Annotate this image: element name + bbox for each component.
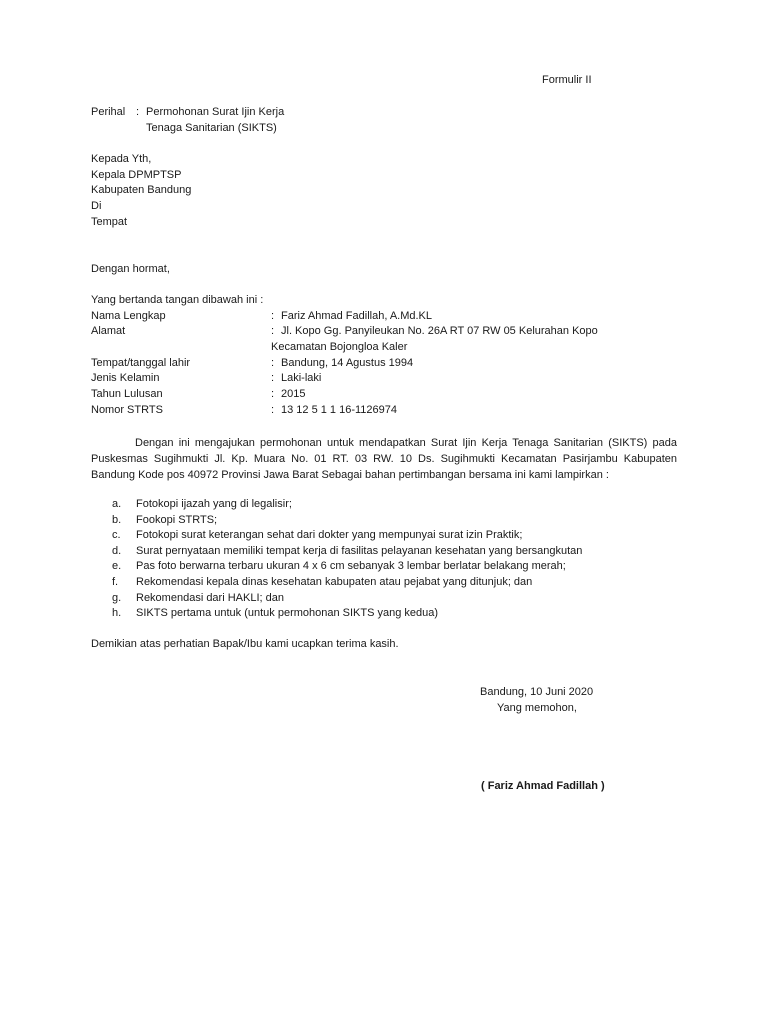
field-label-nomor-strts: Nomor STRTS bbox=[91, 404, 163, 416]
closing-text: Demikian atas perhatian Bapak/Ibu kami ucapkan terima kasih. bbox=[91, 638, 399, 650]
attachment-letter: d. bbox=[112, 545, 122, 557]
field-value-alamat: Jl. Kopo Gg. Panyileukan No. 26A RT 07 RW 05 Kelurahan Kopo bbox=[281, 325, 598, 337]
field-value-tahun-lulusan: 2015 bbox=[281, 388, 306, 400]
recipient-line: Kepada Yth, bbox=[91, 153, 152, 165]
field-colon: : bbox=[271, 404, 275, 416]
attachment-item: Rekomendasi dari HAKLI; dan bbox=[136, 592, 284, 604]
intro-text: Yang bertanda tangan dibawah ini : bbox=[91, 294, 264, 306]
field-value-ttl: Bandung, 14 Agustus 1994 bbox=[281, 357, 414, 369]
field-colon: : bbox=[271, 372, 275, 384]
field-label-ttl: Tempat/tanggal lahir bbox=[91, 357, 191, 369]
attachment-letter: c. bbox=[112, 529, 121, 541]
field-label-tahun-lulusan: Tahun Lulusan bbox=[91, 388, 163, 400]
field-colon: : bbox=[271, 325, 275, 337]
greeting: Dengan hormat, bbox=[91, 263, 170, 275]
recipient-line: Kepala DPMPTSP bbox=[91, 169, 182, 181]
attachment-letter: h. bbox=[112, 607, 122, 619]
signature-place-date: Bandung, 10 Juni 2020 bbox=[480, 686, 594, 698]
form-id: Formulir II bbox=[542, 74, 592, 86]
attachment-item: Fotokopi ijazah yang di legalisir; bbox=[136, 498, 292, 510]
field-label-nama: Nama Lengkap bbox=[91, 310, 166, 322]
signature-name: ( Fariz Ahmad Fadillah ) bbox=[481, 780, 605, 792]
field-value-nomor-strts: 13 12 5 1 1 16-1126974 bbox=[281, 404, 398, 416]
subject-line-2: Tenaga Sanitarian (SIKTS) bbox=[146, 122, 277, 134]
attachment-item: Rekomendasi kepala dinas kesehatan kabupaten atau pejabat yang ditunjuk; dan bbox=[136, 576, 533, 588]
recipient-line: Di bbox=[91, 200, 102, 212]
field-colon: : bbox=[271, 357, 275, 369]
attachment-letter: e. bbox=[112, 560, 122, 572]
field-value-nama: Fariz Ahmad Fadillah, A.Md.KL bbox=[281, 310, 433, 322]
attachment-item: Fookopi STRTS; bbox=[136, 514, 218, 526]
attachment-letter: a. bbox=[112, 498, 122, 510]
signature-role: Yang memohon, bbox=[497, 702, 577, 714]
attachment-item: Pas foto berwarna terbaru ukuran 4 x 6 cm sebanyak 3 lembar berlatar belakang merah; bbox=[136, 560, 566, 572]
attachment-item: Fotokopi surat keterangan sehat dari dokter yang mempunyai surat izin Praktik; bbox=[136, 529, 523, 541]
field-value-alamat-line2: Kecamatan Bojongloa Kaler bbox=[271, 341, 408, 353]
field-colon: : bbox=[271, 388, 275, 400]
field-colon: : bbox=[271, 310, 275, 322]
attachment-letter: f. bbox=[112, 576, 119, 588]
attachment-letter: g. bbox=[112, 592, 122, 604]
field-label-jenis-kelamin: Jenis Kelamin bbox=[91, 372, 160, 384]
subject-line-1: Permohonan Surat Ijin Kerja bbox=[146, 106, 285, 118]
field-label-alamat: Alamat bbox=[91, 325, 126, 337]
attachment-item: SIKTS pertama untuk (untuk permohonan SIKTS yang kedua) bbox=[136, 607, 439, 619]
field-value-jenis-kelamin: Laki-laki bbox=[281, 372, 322, 384]
recipient-line: Kabupaten Bandung bbox=[91, 184, 192, 196]
attachment-item: Surat pernyataan memiliki tempat kerja di fasilitas pelayanan kesehatan yang bersangkutan bbox=[136, 545, 583, 557]
recipient-line: Tempat bbox=[91, 216, 128, 228]
subject-colon: : bbox=[136, 106, 140, 118]
attachment-letter: b. bbox=[112, 514, 122, 526]
body-paragraph: Dengan ini mengajukan permohonan untuk mendapatkan Surat Ijin Kerja Tenaga Sanitarian (SIKTS) pada Puskesmas Sugihmukti Jl. Kp. Muara No. 01 RT. 03 RW. 10 Ds. Sugihmukti Kecamatan Pasirjambu Kabupaten Bandung Kode pos 40972 Provinsi Jawa Barat Sebagai bahan pertimbangan bersama ini kami lampirkan : bbox=[91, 437, 677, 481]
subject-label: Perihal bbox=[91, 106, 126, 118]
